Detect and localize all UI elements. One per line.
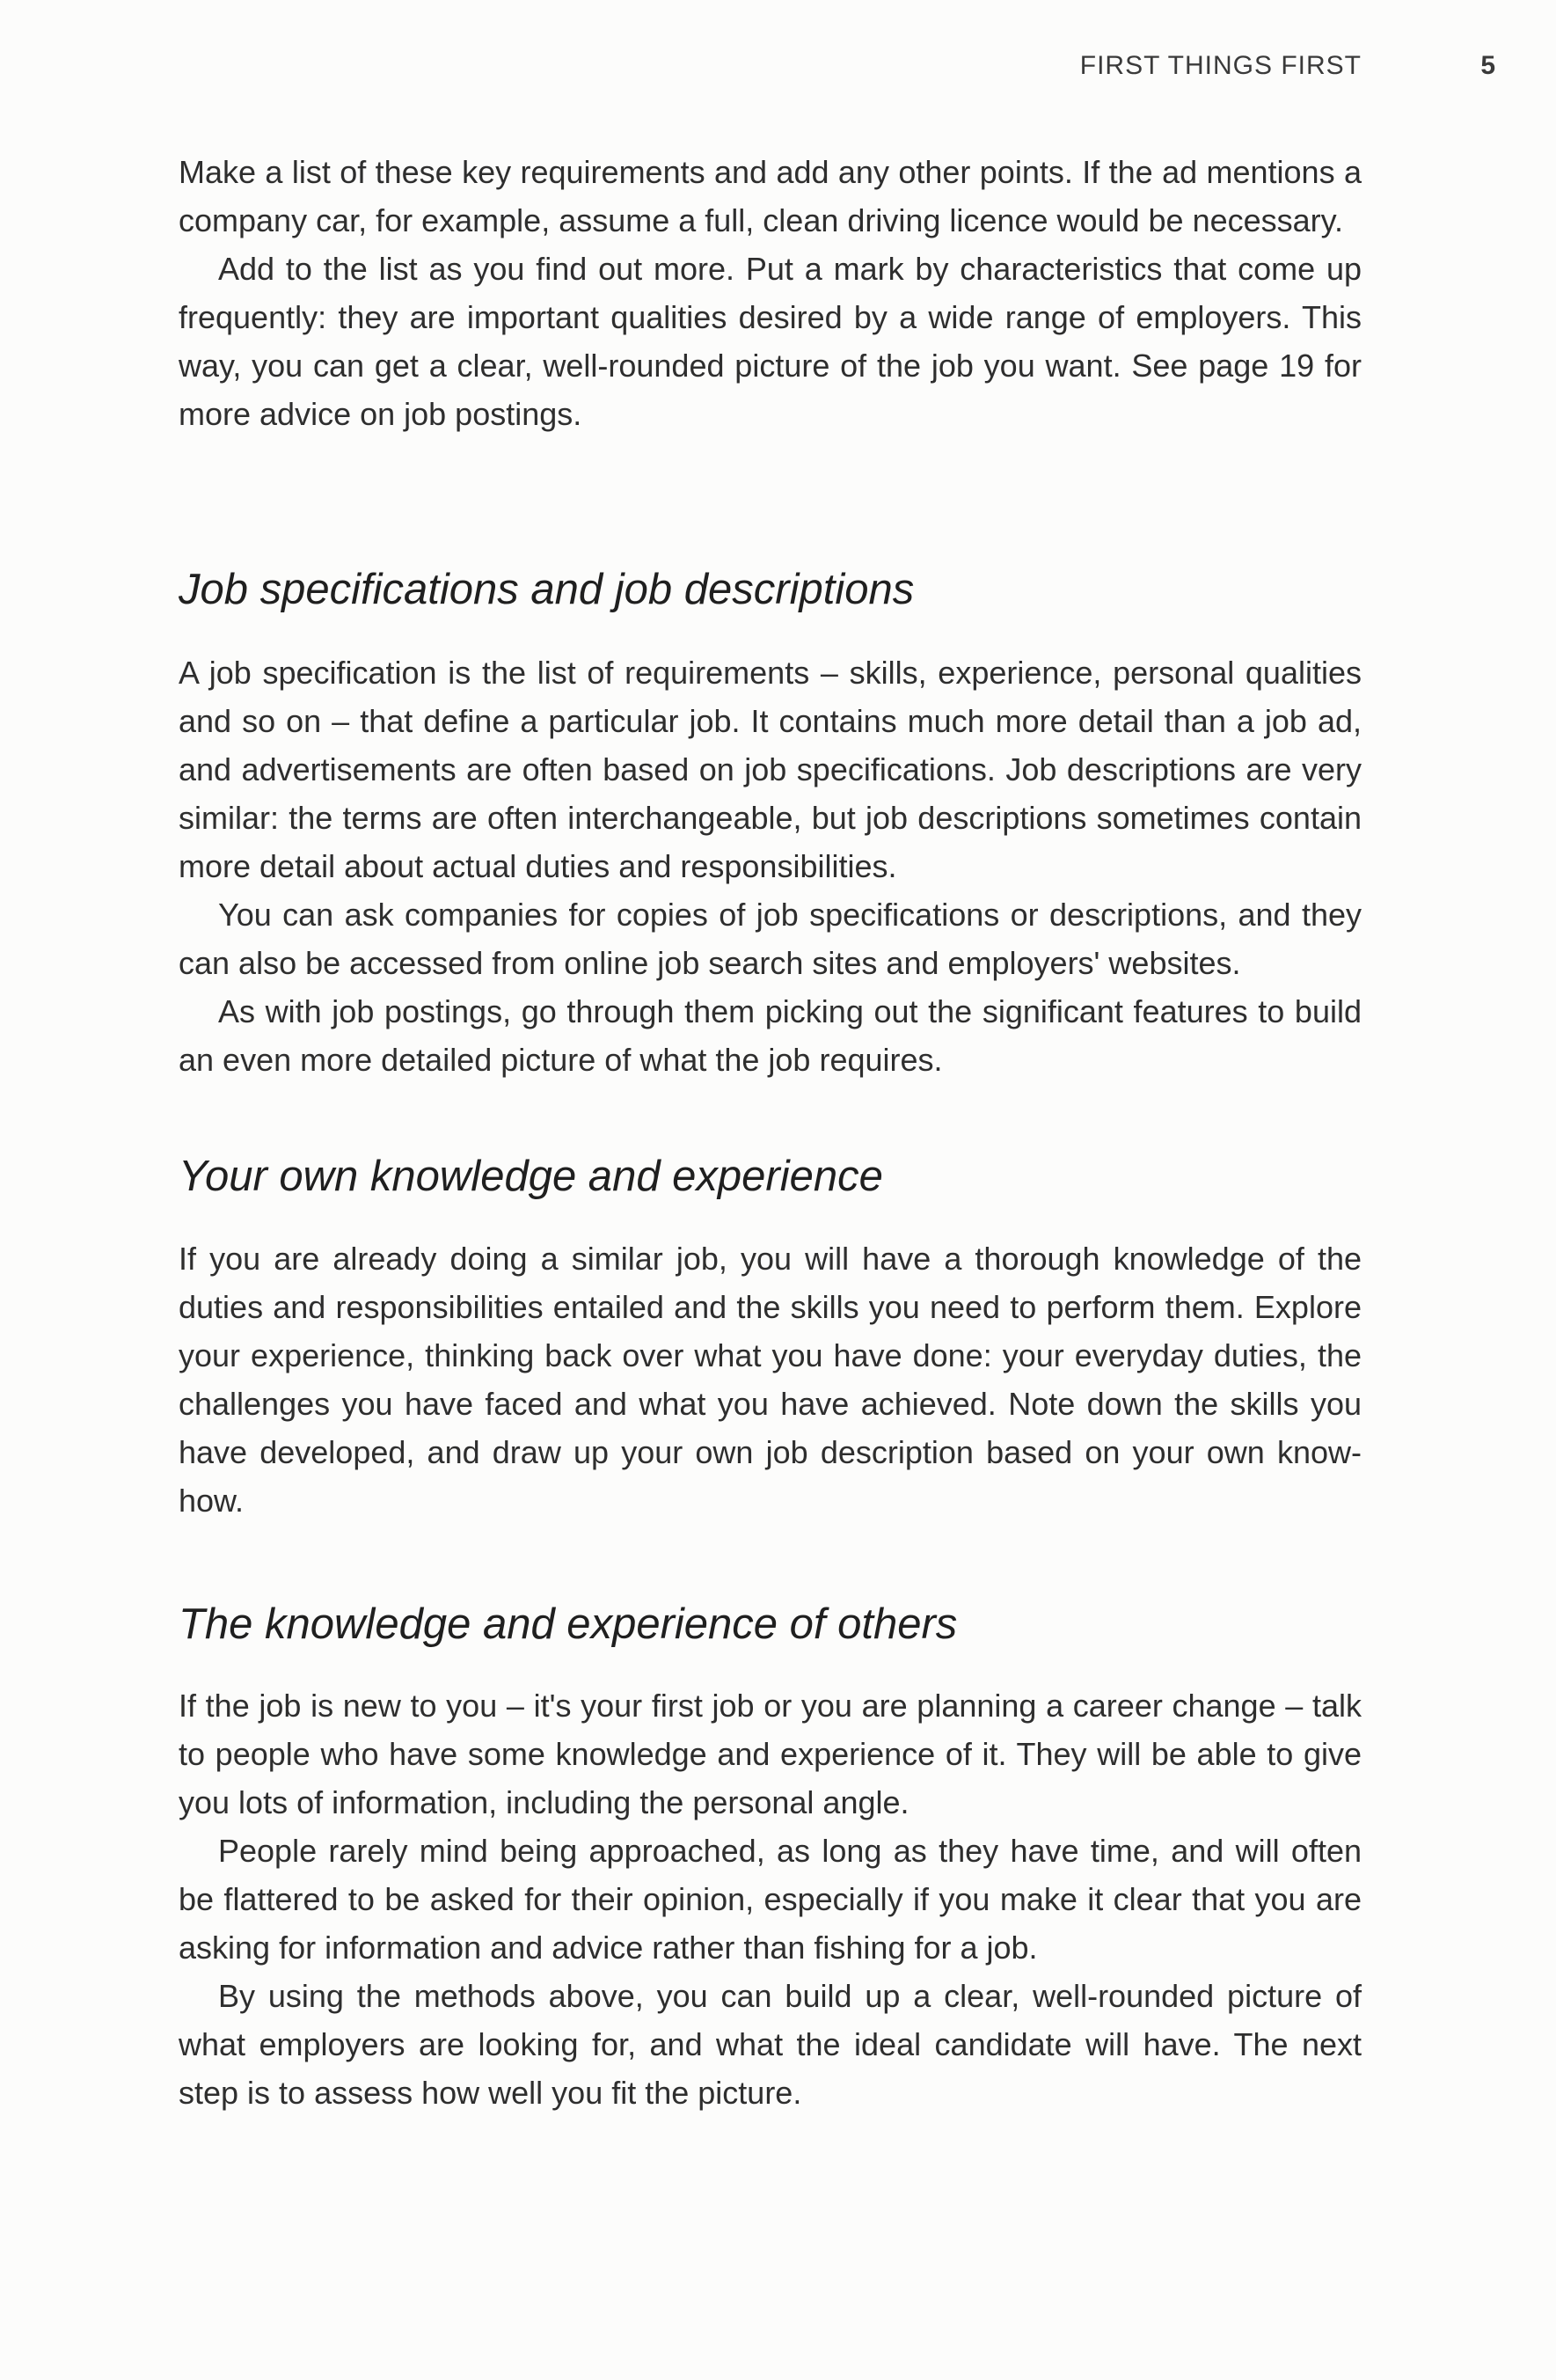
intro-text [179, 148, 1362, 438]
running-title: FIRST THINGS FIRST [1079, 51, 1362, 80]
section-heading-wrapper [179, 563, 1362, 616]
section-heading-wrapper [179, 1150, 1362, 1203]
section-heading: Your own knowledge and experience [179, 1153, 883, 1200]
section-heading: The knowledge and experience of others [179, 1600, 958, 1648]
body-paragraph: If you are already doing a similar job, you will have a thorough knowledge of the duties and responsibilities entailed and the skills you need to perform them. Explore your experience, thinking back over what you have done: your everyday duties, the challenges you have faced and what you have achieved. Note down the skills you have developed, and draw up your own job description based on your own know-how. [179, 1241, 1362, 1519]
body-paragraph: By using the methods above, you can build up a clear, well-rounded picture of what employers are looking for, and what the ideal candidate will have. The next step is to assess how well you fit the picture. [179, 1978, 1362, 2111]
body-paragraph: Add to the list as you find out more. Put a mark by characteristics that come up frequently: they are important qualities desired by a wide range of employers. This way, you can get a clear, well-rounded picture of the job you want. See page 19 for more advice on job postings. [179, 251, 1362, 432]
body-paragraph: As with job postings, go through them picking out the significant features to build an even more detailed picture of what the job requires. [179, 993, 1362, 1078]
body-paragraph: If the job is new to you – it's your first job or you are planning a career change – talk to people who have some knowledge and experience of it. They will be able to give you lots of information, including the personal angle. [179, 1688, 1362, 1820]
section-body [179, 1681, 1362, 2117]
body-paragraph: A job specification is the list of requirements – skills, experience, personal qualities and so on – that define a particular job. It contains much more detail than a job ad, and advertisements are often based on job specifications. Job descriptions are very similar: the terms are often interchangeable, but job descriptions sometimes contain more detail about actual duties and responsibilities. [179, 655, 1362, 884]
running-head [968, 51, 1495, 95]
section-heading-wrapper [179, 1598, 1362, 1651]
body-paragraph: Make a list of these key requirements and add any other points. If the ad mentions a company car, for example, assume a full, clean driving licence would be necessary. [179, 154, 1362, 238]
section-heading: Job specifications and job descriptions [179, 566, 915, 613]
body-paragraph: You can ask companies for copies of job specifications or descriptions, and they can also be accessed from online job search sites and employers' websites. [179, 897, 1362, 981]
body-paragraph: People rarely mind being approached, as long as they have time, and will often be flattered to be asked for their opinion, especially if you make it clear that you are asking for information and advice rather than fishing for a job. [179, 1833, 1362, 1966]
page-number: 5 [1480, 51, 1495, 80]
section-body [179, 1234, 1362, 1525]
section-body [179, 648, 1362, 1084]
